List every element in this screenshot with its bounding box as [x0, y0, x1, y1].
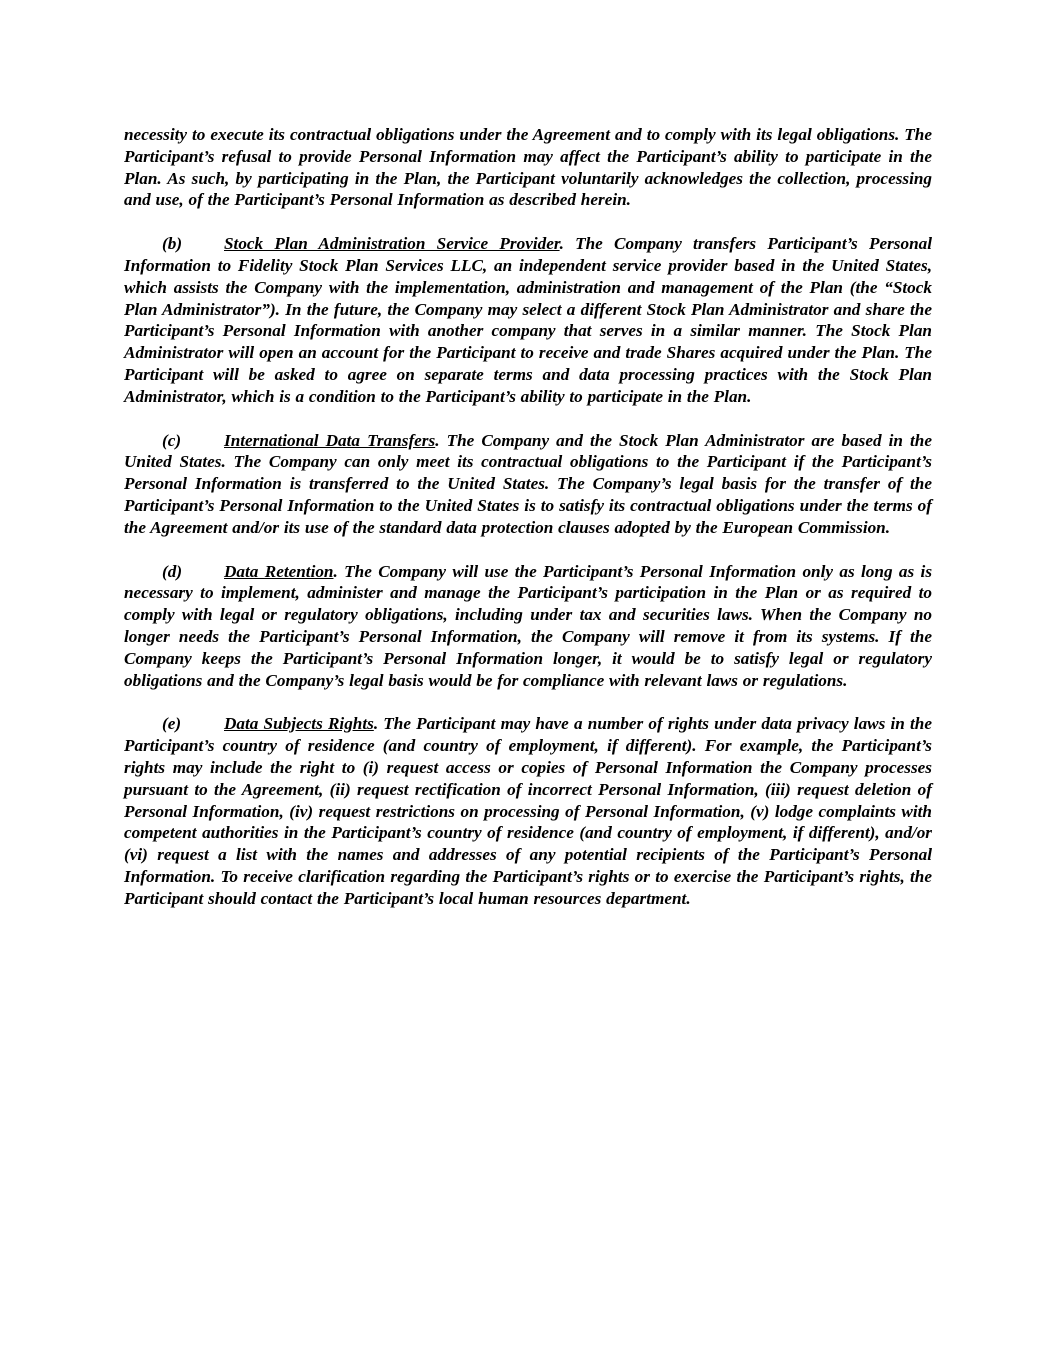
section-body: . The Company will use the Participant’s Personal Information only as long as is necessary to implement, administer and manage the Participant’s participation in the Plan or as required to comply with legal or regulatory obligations, including under tax and securities laws. When the Company no longer needs the Participant’s Personal Information, the Company will remove it from its systems. If the Company keeps the Participant’s Personal Information longer, it would be to satisfy legal or regulatory obligations and the Company’s legal basis would be for compliance with relevant laws or regulations.	[124, 561, 933, 690]
section-number: (b)	[162, 234, 183, 254]
section-heading: International Data Transfers	[224, 430, 436, 450]
section-b-paragraph	[124, 233, 932, 407]
section-d-paragraph	[124, 561, 932, 692]
section-body: . The Company transfers Participant’s Personal Information to Fidelity Stock Plan Services LLC, an independent service provider based in the United States, which assists the Company with the implementation, administration and management of the Plan (the “Stock Plan Administrator”). In the future, the Company may select a different Stock Plan Administrator and share the Participant’s Personal Information with another company that serves in a similar manner. The Stock Plan Administrator will open an account for the Participant to receive and trade Shares acquired under the Plan. The Participant will be asked to agree on separate terms and data processing practices with the Stock Plan Administrator, which is a condition to the Participant’s ability to participate in the Plan.	[124, 234, 932, 406]
section-body: . The Company and the Stock Plan Administrator are based in the United States. The Company can only meet its contractual obligations to the Participant if the Participant’s Personal Information is transferred to the United States. The Company’s legal basis for the transfer of the Participant’s Personal Information to the United States is to satisfy its contractual obligations under the terms of the Agreement and/or its use of the standard data protection clauses adopted by the European Commission.	[124, 430, 932, 537]
section-body: . The Participant may have a number of rights under data privacy laws in the Participant’s country of residence (and country of employment, if different). For example, the Participant’s rights may include the right to (i) request access or copies of Personal Information the Company processes pursuant to the Agreement, (ii) request rectification of incorrect Personal Information, (iii) request deletion of Personal Information, (iv) request restrictions on processing of Personal Information, (v) lodge complaints with competent authorities in the Participant’s country of residence (and country of employment, if different), and/or (vi) request a list with the names and addresses of any potential recipients of the Participant’s Personal Information. To receive clarification regarding the Participant’s rights or to exercise the Participant’s rights, the Participant should contact the Participant’s local human resources department.	[124, 714, 932, 908]
section-number: (d)	[162, 561, 183, 581]
document-page	[124, 124, 932, 932]
section-e-paragraph	[124, 713, 932, 909]
section-c-paragraph	[124, 430, 932, 539]
section-heading: Data Retention	[224, 561, 334, 581]
intro-paragraph: necessity to execute its contractual obligations under the Agreement and to comply with its legal obligations. The Participant’s refusal to provide Personal Information may affect the Participant’s ability to participate in the Plan. As such, by participating in the Plan, the Participant voluntarily acknowledges the collection, processing and use, of the Participant’s Personal Information as described herein.	[124, 125, 932, 210]
section-number: (c)	[162, 430, 182, 450]
section-heading: Data Subjects Rights	[224, 714, 374, 734]
section-number: (e)	[162, 714, 182, 734]
section-heading: Stock Plan Administration Service Provider	[224, 234, 560, 254]
